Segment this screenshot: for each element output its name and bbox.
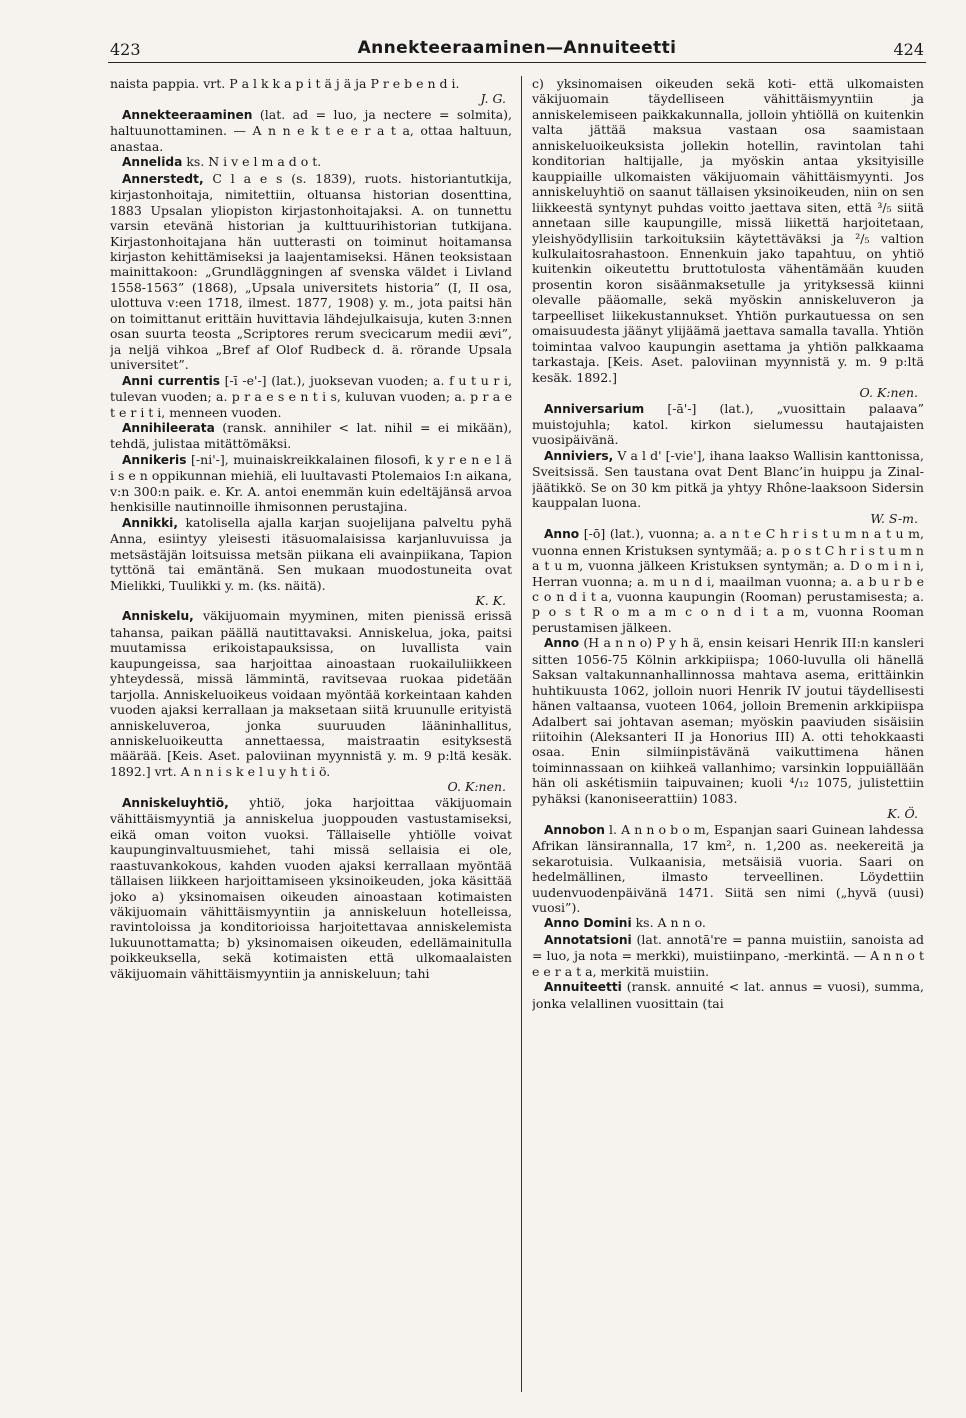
dictionary-entry (532, 915, 924, 931)
entry-text: [-ō] (lat.), vuonna; a. a n t e C h r i s t u m n a t u m, vuonna ennen Kristuksen syntymää; a. p o s t C h r i s t u m n a t u m, vuonna jälkeen Kristuksen syntymän; a. D o m i n i, Herran vuonna; a. m u n d i, maailman vuonna; a. a b u r b e c o n d i t a, vuonna kaupungin (Rooman) perustamisesta; a. p o s t R o m a m c o n d i t a m, vuonna Rooman perustamisen jälkeen. (532, 526, 924, 635)
dictionary-entry (110, 795, 512, 981)
entry-headword: Anno Domini (544, 916, 632, 931)
entry-headword: Annikeris (122, 452, 187, 467)
entry-text: C l a e s (s. 1839), ruots. historiantutkija, kirjastonhoitaja, nimitettiin, oltuansa historian dosenttina, 1883 Upsalan yliopiston kirjastonhoitajaksi. A. on tunnettu varsin etevänä historian ja kulttuurihistorian tutkijana. Kirjastonhoitajana hän uutterasti on toiminut hoitamansa kirjaston kehittämiseksi ja laajentamiseksi. Hänen teoksistaan mainittakoon: „Grundläggningen af svenska väldet i Livland 1558-1563” (1868), „Upsala universitets historia” (I, II osa, ulottuva v:een 1718, ilmest. 1877, 1908) y. m., jota paitsi hän on toimittanut erittäin huvittavia lähdejulkaisuja, kuten 3:nnen osan suurta teosta „Scriptores rerum svecicarum medii ævi”, ja neljä vihkoa „Bref af Olof Rudbeck d. ä. rörande Upsala universitet”. (110, 170, 512, 373)
dictionary-entry (532, 822, 924, 916)
dictionary-entry (110, 107, 512, 154)
entry-text: (ransk. annuité < lat. annus = vuosi), summa, jonka velallinen vuosittain (tai (532, 979, 924, 1011)
dictionary-entry (532, 76, 924, 401)
dictionary-entry (532, 932, 924, 979)
entry-headword: Anni currentis (122, 373, 220, 388)
entry-text: [-ī -e'-] (lat.), juoksevan vuoden; a. f u t u r i, tulevan vuoden; a. p r a e s e n t i s, kuluvan vuoden; a. p r a e t e r i t i, menneen vuoden. (110, 372, 512, 420)
entry-text: V a l d' [-vie'], ihana laakso Wallisin kanttonissa, Sveitsissä. Sen taustana ovat Dent Blanc’in huippu ja Zinal-jäätikkö. Se on 30 km pitkä ja yhtyy Rhône-laaksoon Sidersin kauppalan luona. (532, 447, 924, 511)
dictionary-entry (110, 154, 512, 170)
entry-text: ks. N i v e l m a d o t. (182, 154, 322, 170)
running-title: Annekteeraaminen—Annuiteetti (357, 38, 677, 58)
dictionary-entry (110, 515, 512, 609)
dictionary-entry (110, 452, 512, 515)
dictionary-entry (532, 979, 924, 1011)
entry-author-signature: J. G. (480, 91, 506, 107)
entry-headword: Anniviers, (544, 448, 614, 463)
column-divider (521, 76, 522, 1392)
entry-headword: Annekteeraaminen (122, 107, 253, 122)
entry-headword: Annobon (544, 822, 605, 837)
entry-text: l. A n n o b o m, Espanjan saari Guinean lahdessa Afrikan länsirannalla, 17 km², n. 1,200 as. neekereitä ja sekarotuisia. Vulkaanisia, metsäisiä vuoria. Saari on hedelmällinen, ilmasto terveellinen. Löydettiin uudenvuodenpäivänä 1471. Siitä sen nimi („hyvä (uusi) vuosi”). (532, 821, 924, 916)
entry-text: väkijuomain myyminen, miten pienissä erissä tahansa, paikan päällä nautittavaksi. Anniskelua, joka, paitsi muutamissa erikoistapauksissa, on luvallista vain kaupungeissa, saa harjoittaa ainoastaan ruokailuliikkeen yhteydessä, missä lämmintä, ravitsevaa ruokaa pidetään tarjolla. Anniskeluoikeus voidaan myöntää korkeintaan kahden vuoden ajaksi kerrallaan ja maksetaan siitä kruunulle erityistä anniskeluveroa, jonka suuruuden lääninhallitus, anniskeluoikeutta annettaessa, maistraatin esityksestä määrää. [Keis. Aset. paloviinan myynnistä y. m. 9 p:ltä kesäk. 1892.] vrt. A n n i s k e l u y h t i ö. (110, 608, 512, 779)
entry-headword: Anniskelu, (122, 609, 194, 624)
dictionary-entry (110, 608, 512, 794)
entry-headword: Anno (544, 636, 580, 651)
entry-text: (lat. annotā're = panna muistiin, sanoista ad = luo, ja nota = merkki), muistiinpano, -merkintä. — A n n o t e e r a t a, merkitä muistiin. (532, 931, 924, 979)
entry-headword: Annotatsioni (544, 932, 632, 947)
entry-author-signature: W. S-m. (870, 510, 918, 526)
entry-text: c) yksinomaisen oikeuden sekä koti- että ulkomaisten väkijuomain täydelliseen vähittäismyyntiin ja anniskelemiseen paikkakunnalla, jolloin yhtiöllä on kuitenkin valta jättää maksua vastaan osa saamistaan anniskeluoikeuksista jollekin hotellin, ravintolan tahi konditorian haltijalle, ja myöskin antaa yksityisille kauppiaille ulkomaisten väkijuomain vähittäismyynti. Jos anniskeluyhtiö on saanut tällaisen yksinoikeuden, niin on sen liikkeestä syntynyt puhdas voitto jaettava siten, että ³/₅ siitä annetaan sille kaupungille, missä liikettä harjoitetaan, yleishyödyllisiin tarkoituksiin käytettäväksi ja ²/₅ valtion kulkulaitosrahastoon. Ennenkuin jako tapahtuu, on yhtiö kuitenkin oikeutettu bruttotulosta vähentämään kuuden prosentin koron sisäänmaksetulle ja yrityksessä kiinni olevalle pääomalle, sekä myöskin anniskeluveron ja tarpeelliset liikekustannukset. Yhtiön purkautuessa on sen omaisuudesta jäänyt ylijäämä jaettava samalla tavalla. Yhtiön toimintaa valvoo kaupungin asettama ja yhtiön palkkaama tarkastaja. [Keis. Aset. paloviinan myynnistä y. m. 9 p:ltä kesäk. 1892.] (532, 76, 924, 385)
page-number-left: 423 (110, 40, 141, 59)
entry-text: ks. A n n o. (631, 915, 706, 931)
dictionary-entry (110, 76, 512, 107)
left-column (110, 76, 512, 1392)
entry-author-signature: O. K:nen. (859, 385, 918, 401)
entry-author-signature: K. K. (475, 592, 506, 608)
dictionary-entry (532, 635, 924, 821)
entry-text: yhtiö, joka harjoittaa väkijuomain vähittäismyyntiä ja anniskelua juoppouden vastustamiseksi, eikä oman voiton vuoksi. Tällaiselle yhtiölle voivat kaupunginvaltuusmiehet, tahi missä sellaisia ei ole, raastuvankokous, kahden vuoden ajaksi kerrallaan myöntää tällaisen liikkeen harjoittamiseen yksinoikeuden, joka käsittää joko a) yksinomaisen oikeuden ainoastaan kotimaisten väkijuomain vähittäismyyntiin ja anniskeluun hotelleissa, ravintoloissa ja konditorioissa harjoitettavaa anniskelemista lukuunottamatta; b) yksinomaisen oikeuden, edellämainitulla poikkeuksella, sekä kotimaisten että ulkomaalaisten väkijuomain vähittäismyyntiin ja anniskeluun; tahi (110, 794, 512, 981)
entry-headword: Anno (544, 527, 580, 542)
entry-headword: Annelida (122, 155, 183, 170)
right-column (532, 76, 924, 1392)
page-number-right: 424 (893, 40, 924, 59)
entry-text: [-ā'-] (lat.), „vuosittain palaava” muistojuhla; katol. kirkon sielumessu hautajaisten vuosipäivänä. (532, 400, 924, 448)
entry-headword: Annikki, (122, 515, 178, 530)
entry-headword: Annerstedt, (122, 171, 204, 186)
dictionary-entry (532, 401, 924, 448)
entry-headword: Annuiteetti (544, 980, 622, 995)
dictionary-entry (110, 171, 512, 373)
entry-text: katolisella ajalla karjan suojelijana palveltu pyhä Anna, esiintyy yleisesti itäsuomalaisissa karjanluvuissa ja metsästäjän loitsuissa metsän piikana eli avainpiikana, Tapion tyttönä tai emäntänä. Sen mukaan muodostuneita ovat Mielikki, Tuulikki y. m. (ks. näitä). (110, 514, 512, 593)
running-header (108, 38, 926, 63)
entry-text: (ransk. annihiler < lat. nihil = ei mikään), tehdä, julistaa mitättömäksi. (110, 419, 512, 452)
dictionary-entry (110, 373, 512, 420)
dictionary-entry (532, 448, 924, 526)
entry-text: (H a n n o) P y h ä, ensin keisari Henrik III:n kansleri sitten 1056-75 Kölnin arkkipiispa; 1060-luvulla oli hänellä Saksan valtakunnanhallinnossa mahtava asema, erittäinkin huhtikuusta 1062, jolloin nuori Henrik IV joutui täydellisesti hänen valtaansa, vuoteen 1064, jolloin Bremenin arkkipiispa Adalbert sai johtavan aseman; myöskin paaviuden sisäisiin riitoihin (Aleksanteri II ja Honorius III) A. otti tehokkaasti osaa. Enin silmiinpistävänä vaikuttimena hänen toiminnassaan on kiihkeä vallanhimo; varsinkin loppuiällään hän oli askétismiin taipuvainen; kuoli ⁴/₁₂ 1075, julistettiin pyhäksi (kanoniseerattiin) 1083. (532, 635, 924, 806)
dictionary-entry (110, 420, 512, 452)
entry-text: naista pappia. vrt. P a l k k a p i t ä j ä ja P r e b e n d i. (110, 76, 460, 91)
entry-text: (lat. ad = luo, ja nectere = solmita), haltuunottaminen. — A n n e k t e e r a t a, ottaa haltuun, anastaa. (110, 106, 512, 154)
dictionary-entry (532, 526, 924, 635)
entry-headword: Anniversarium (544, 401, 645, 416)
entry-headword: Anniskeluyhtiö, (122, 795, 229, 810)
entry-text: [-ni'-], muinaiskreikkalainen filosofi, k y r e n e l ä i s e n oppikunnan miehiä, eli luultavasti Ptolemaios I:n aikana, v:n 300:n paik. e. Kr. A. antoi enemmän kuin edeltäjänsä arvoa henkisille nautinnoille ihmisonnen perustajina. (110, 451, 512, 515)
entry-author-signature: O. K:nen. (447, 779, 506, 795)
entry-author-signature: K. Ö. (887, 806, 918, 822)
entry-headword: Annihileerata (122, 420, 215, 435)
